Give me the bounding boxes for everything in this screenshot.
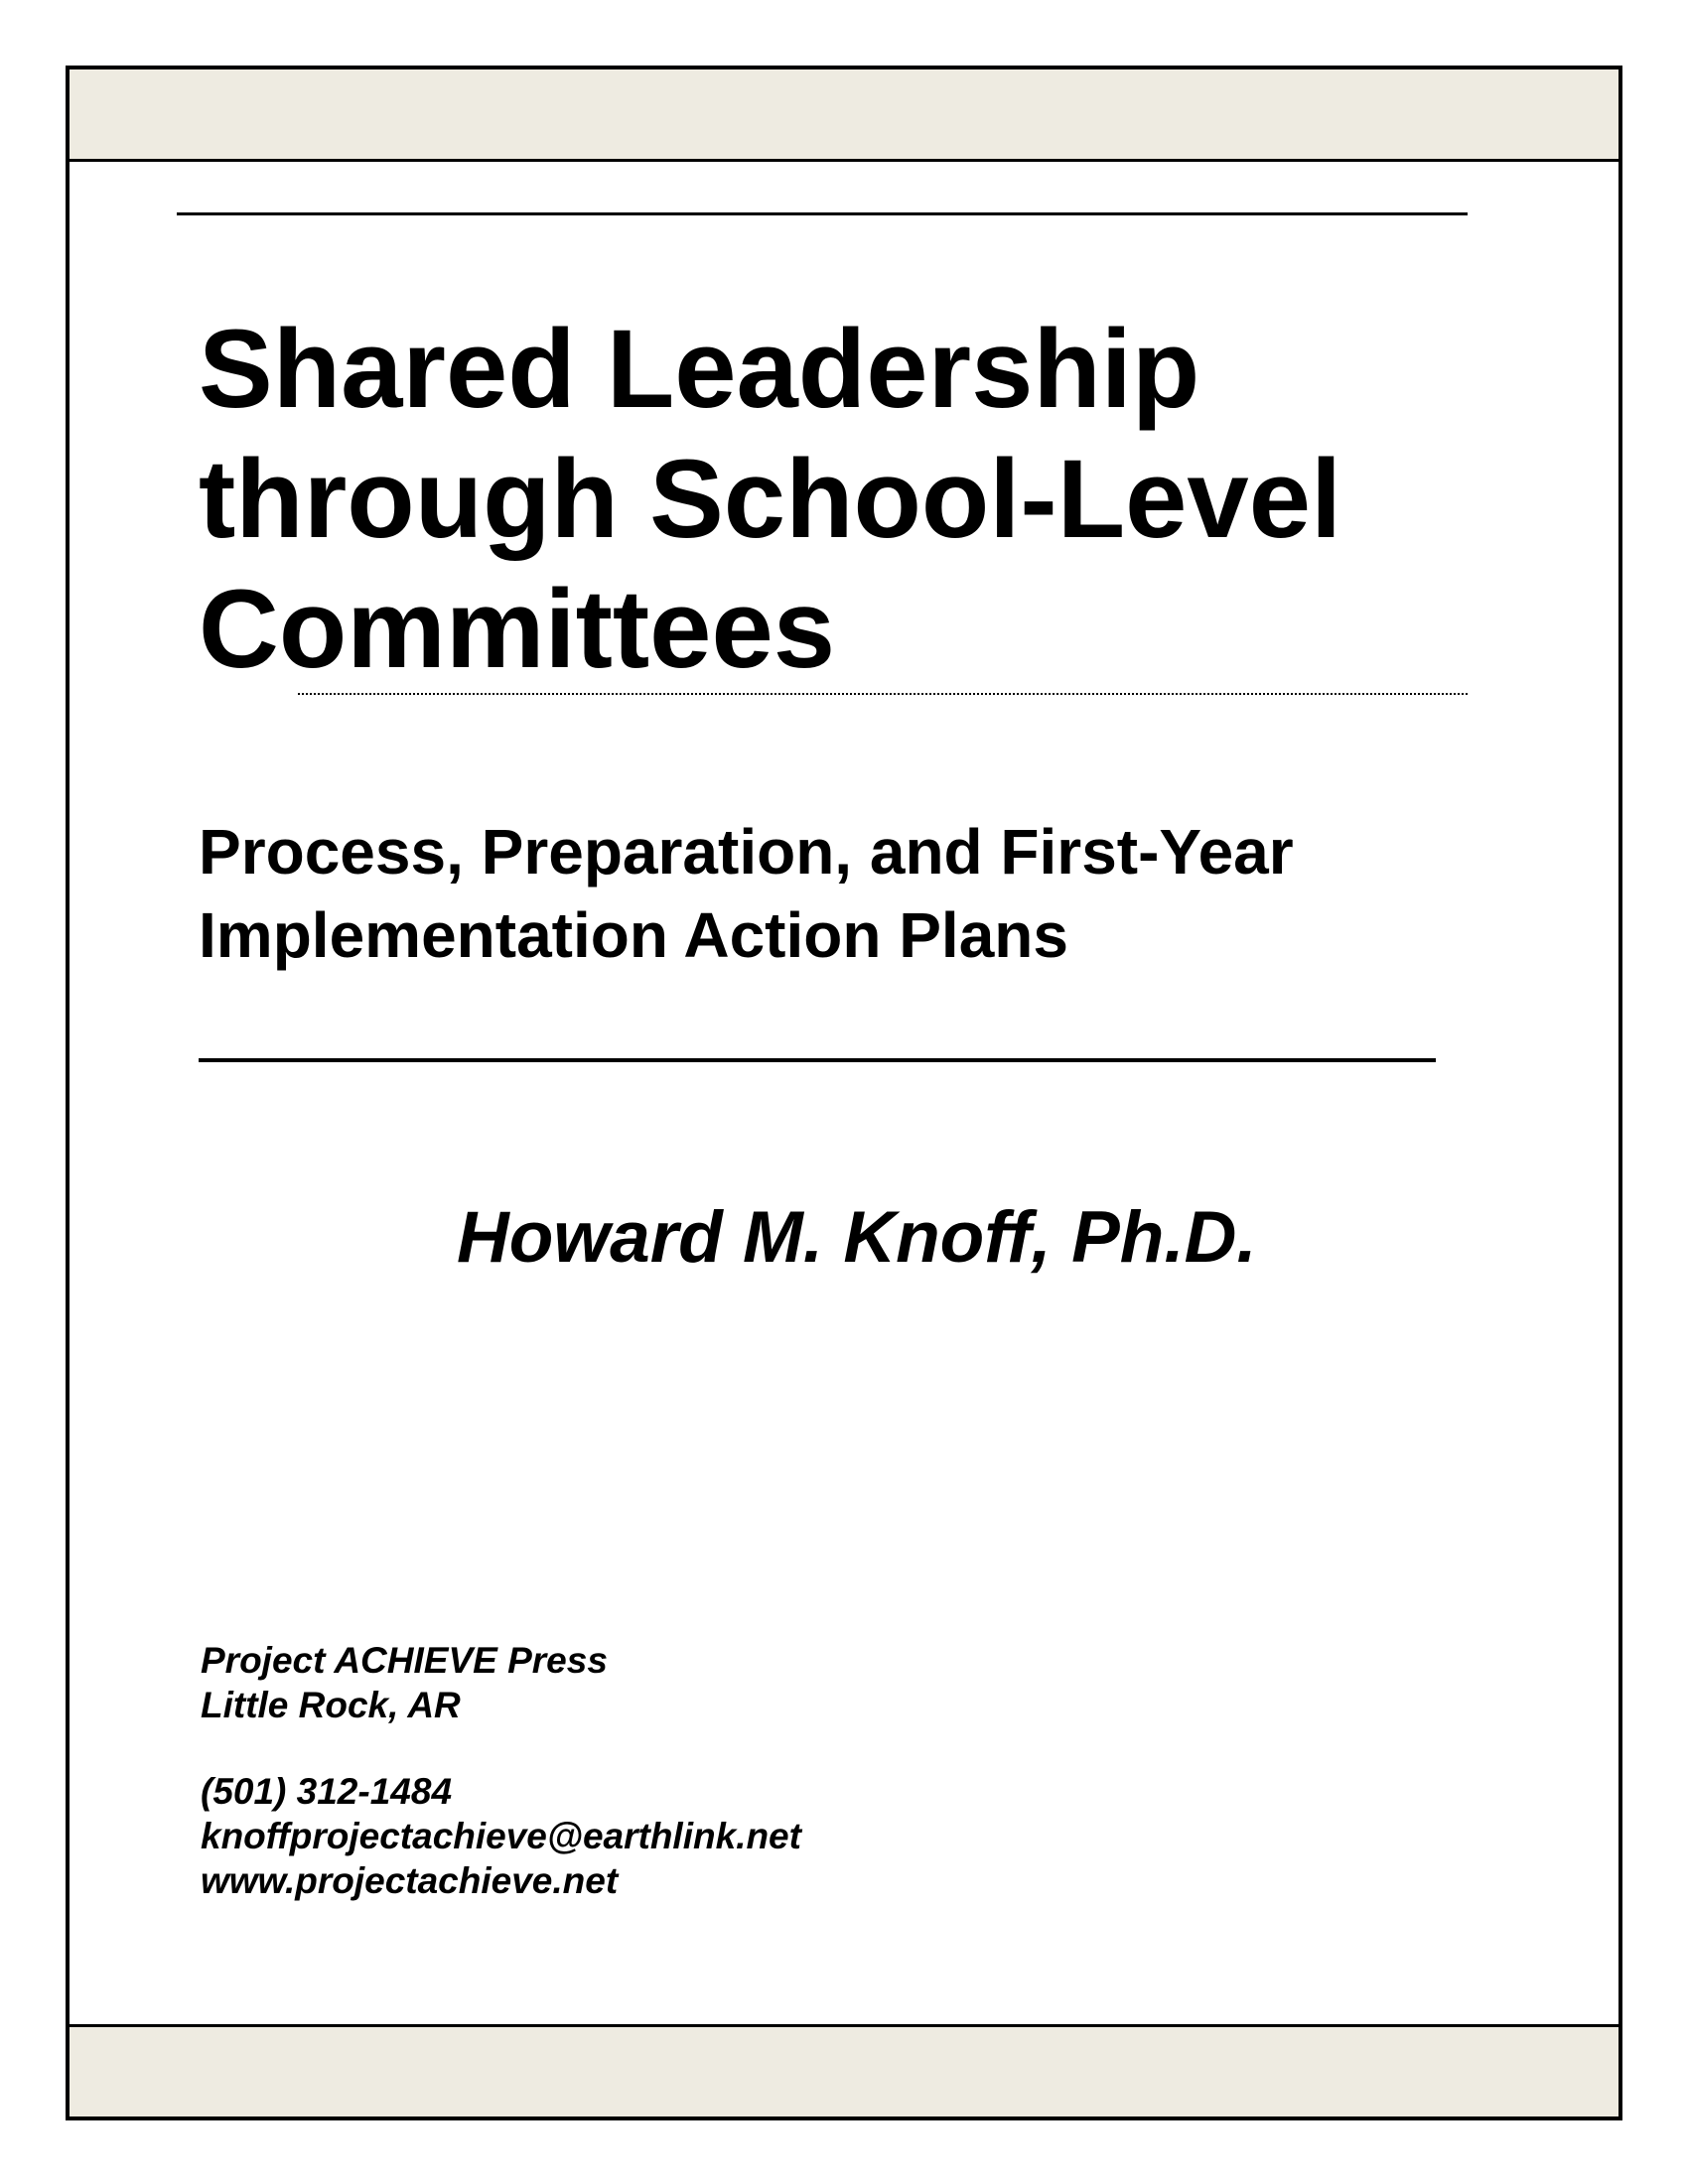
publisher-location: Little Rock, AR (201, 1685, 461, 1725)
footer-band (70, 2024, 1618, 2116)
publisher-block (201, 1638, 608, 1727)
website-url: www.projectachieve.net (201, 1860, 619, 1901)
subtitle-line: Implementation Action Plans (199, 899, 1068, 971)
title-line: Committees (199, 567, 836, 691)
publisher-name: Project ACHIEVE Press (201, 1640, 608, 1681)
document-title (199, 304, 1589, 694)
contact-block (201, 1769, 801, 1903)
top-rule (177, 212, 1468, 215)
subtitle-line: Process, Preparation, and First-Year (199, 816, 1294, 887)
cover-frame (66, 66, 1622, 2120)
title-line: Shared Leadership (199, 307, 1200, 431)
middle-rule (199, 1058, 1436, 1062)
document-subtitle (199, 810, 1589, 977)
email-address: knoffprojectachieve@earthlink.net (201, 1816, 801, 1856)
header-band (70, 69, 1618, 162)
author-name: Howard M. Knoff, Ph.D. (457, 1197, 1257, 1278)
phone-number: (501) 312-1484 (201, 1771, 453, 1812)
dotted-rule (298, 693, 1468, 695)
title-line: through School-Level (199, 437, 1342, 561)
